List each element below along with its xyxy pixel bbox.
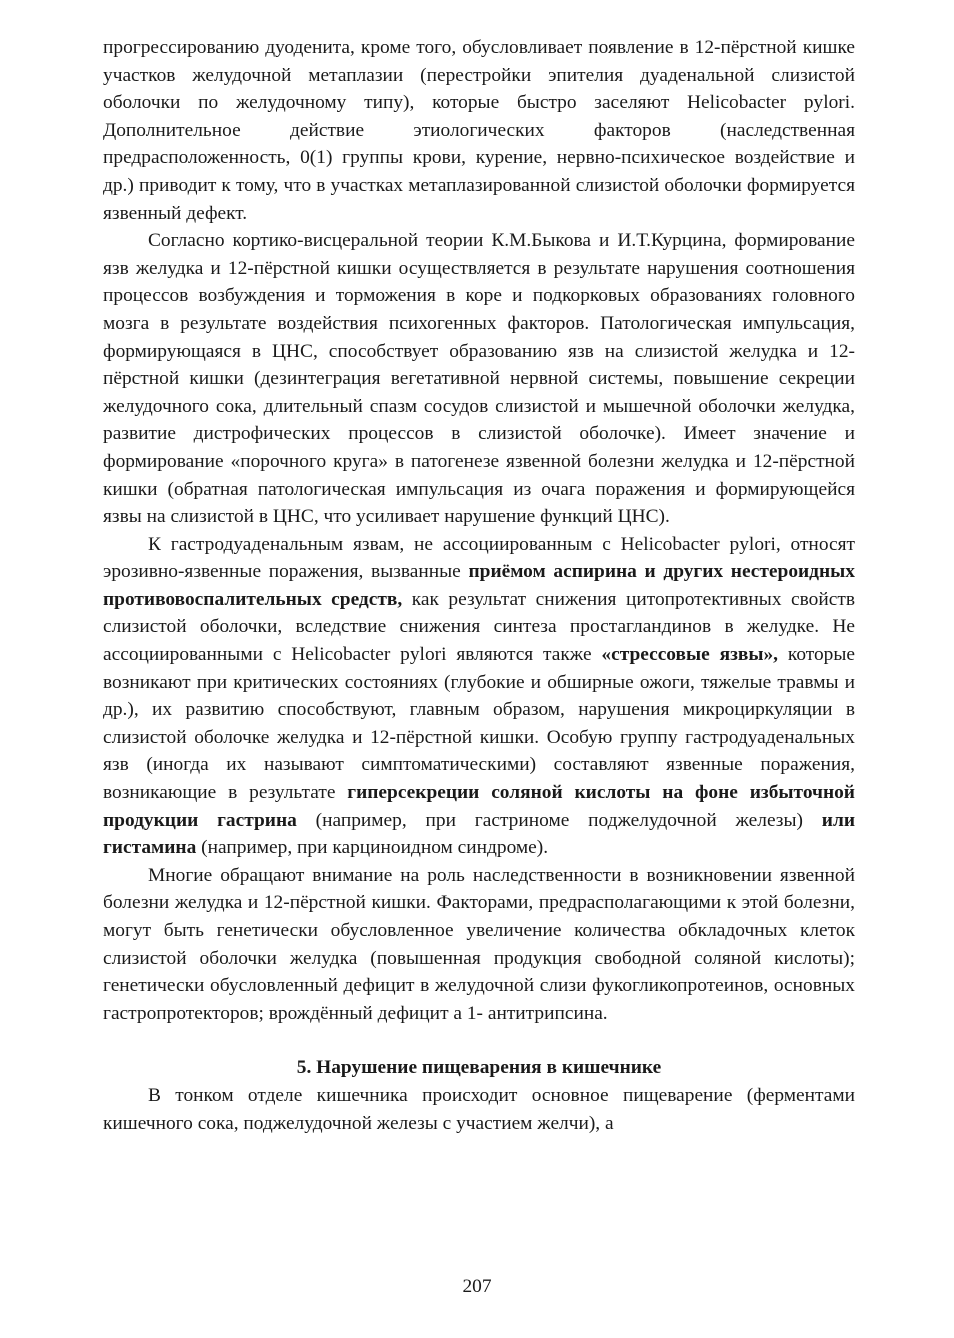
paragraph-2: [103, 227, 855, 531]
paragraph-1-text: прогрессированию дуоденита, кроме того, обусловливает появление в 12-пёрстной кишке участков желудочной метаплазии (перестройки эпителия дуаденальной слизистой оболочки по желудочному типу), которые быстро заселяют Helicobacter pylori. Дополнительное действие этиологических факторов (наследственная предрасположенность, 0(1) группы крови, курение, нервно-психическое воздействие и др.) приводит к тому, что в участках метаплазированной слизистой оболочки формируется язвенный дефект.: [103, 37, 855, 224]
paragraph-3: [103, 531, 855, 862]
paragraph-3-bold-aspirin: приёмом аспирина и других нестероидных противовоспалительных средств,: [103, 561, 855, 610]
paragraph-1: [103, 34, 855, 227]
paragraph-3-bold-histamine: или гистамина: [103, 809, 855, 859]
paragraph-4: [103, 862, 855, 1028]
paragraph-3-bold-hypersecretion: гиперсекреции соляной кислоты на фоне избыточной продукции гастрина: [103, 782, 855, 831]
section-heading: 5. Нарушение пищеварения в кишечнике: [296, 1057, 662, 1079]
paragraph-3-bold-stress-ulcers: «стрессовые язвы»,: [601, 644, 779, 666]
paragraph-2-text: Согласно кортико-висцеральной теории К.М.Быкова и И.Т.Курцина, формирование язв желудка и 12-пёрстной кишки осуществляется в результате нарушения соотношения процессов возбуждения и торможения в коре и подкорковых образованиях головного мозга в результате воздействия психогенных факторов. Патологическая импульсация, формирующаяся в ЦНС, способствует образованию язв на слизистой желудка и 12-пёрстной кишки (дезинтеграция вегетативной нервной системы, повышение секреции желудочного сока, длительный спазм сосудов слизистой и мышечной оболочки желудка, развитие дистрофических процессов в слизистой оболочке). Имеет значение и формирование «порочного круга» в патогенезе язвенной болезни желудка и 12-пёрстной кишки (обратная патологическая импульсация из очага поражения и формирующейся язвы на слизистой в ЦНС, что усиливает нарушение функций ЦНС).: [103, 230, 855, 528]
paragraph-5-text: В тонком отделе кишечника происходит основное пищеварение (ферментами кишечного сока, поджелудочной железы с участием желчи), а: [103, 1084, 855, 1134]
paragraph-3-text: которые возникают при критических состояниях (глубокие и обширные ожоги, тяжелые травмы и др.), их развитию способствуют, главным образом, нарушения микроциркуляции в слизистой оболочке желудка и 12-пёрстной кишки. Особую группу гастродуаденальных язв (иногда их называют симптоматическими) составляют язвенные поражения, возникающие в результате: [103, 644, 855, 804]
page-body: [103, 34, 855, 1137]
page-number: 207: [462, 1276, 492, 1297]
paragraph-3-text: К гастродуаденальным язвам, не ассоциированным с Helicobacter pylori, относят эрозивно-язвенные поражения, вызванные: [103, 533, 855, 583]
paragraph-3-text: как результат снижения цитопротективных свойств слизистой оболочки, вследствие снижения синтеза простагландинов в желудке. Не ассоциированными с Helicobacter pylori являются также: [103, 588, 855, 666]
paragraph-3-text: (например, при карциноидном синдроме).: [196, 837, 549, 859]
paragraph-3-text: (например, при гастриноме поджелудочной железы): [296, 809, 822, 831]
paragraph-5: [103, 1082, 855, 1137]
paragraph-4-text: Многие обращают внимание на роль наследственности в возникновении язвенной болезни желудка и 12-пёрстной кишки. Факторами, предрасполагающими к этой болезни, могут быть генетически обусловленное увеличение количества обкладочных клеток слизистой оболочки желудка (повышенная продукция свободной соляной кислоты); генетически обусловленный дефицит в желудочной слизи фукогликопротеинов, основных гастропротекторов; врождённый дефицит а 1- антитрипсина.: [103, 864, 855, 1024]
